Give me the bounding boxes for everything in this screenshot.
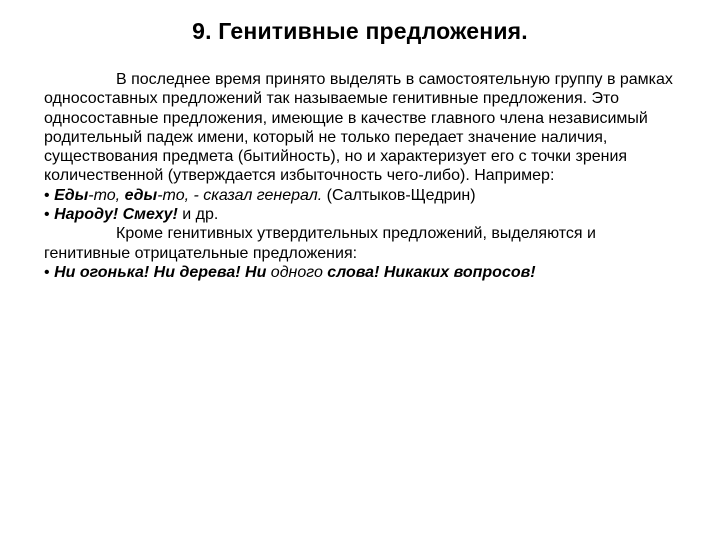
bullet: •	[44, 206, 50, 224]
slide-body	[44, 70, 684, 282]
slide-title: 9. Генитивные предложения.	[192, 18, 528, 44]
example-line-3	[44, 263, 684, 282]
paragraph-negative: Кроме генитивных утвердительных предложений, выделяются и генитивные отрицательные предложения:	[44, 225, 596, 262]
example-source: (Салтыков-Щедрин)	[322, 186, 476, 204]
example-text: слова! Никаких вопросов!	[327, 263, 536, 281]
example-line-2	[44, 205, 684, 224]
example-line-1	[44, 186, 684, 205]
example-text: -то, - сказал генерал.	[157, 186, 323, 204]
example-word: еды	[124, 186, 158, 204]
example-text: Народу! Смеху!	[54, 206, 178, 224]
bullet: •	[44, 263, 50, 281]
paragraph-genitive-definition: В последнее время принято выделять в самостоятельную группу в рамках односоставных предложений так называемые генитивные предложения. Это односоставные предложения, имеющие в качестве главного члена независимый родительный падеж имени, который не только передает значение наличия, существования предмета (бытийность), но и характеризует его с точки зрения количественной (утверждается избыточность чего-либо). Например:	[44, 71, 673, 185]
bullet: •	[44, 186, 50, 204]
example-text: -то,	[88, 186, 125, 204]
example-rest: и др.	[177, 206, 219, 224]
example-text: одного	[270, 263, 328, 281]
example-text: Ни огонька! Ни дерева! Ни	[54, 263, 271, 281]
example-word: Еды	[54, 186, 89, 204]
